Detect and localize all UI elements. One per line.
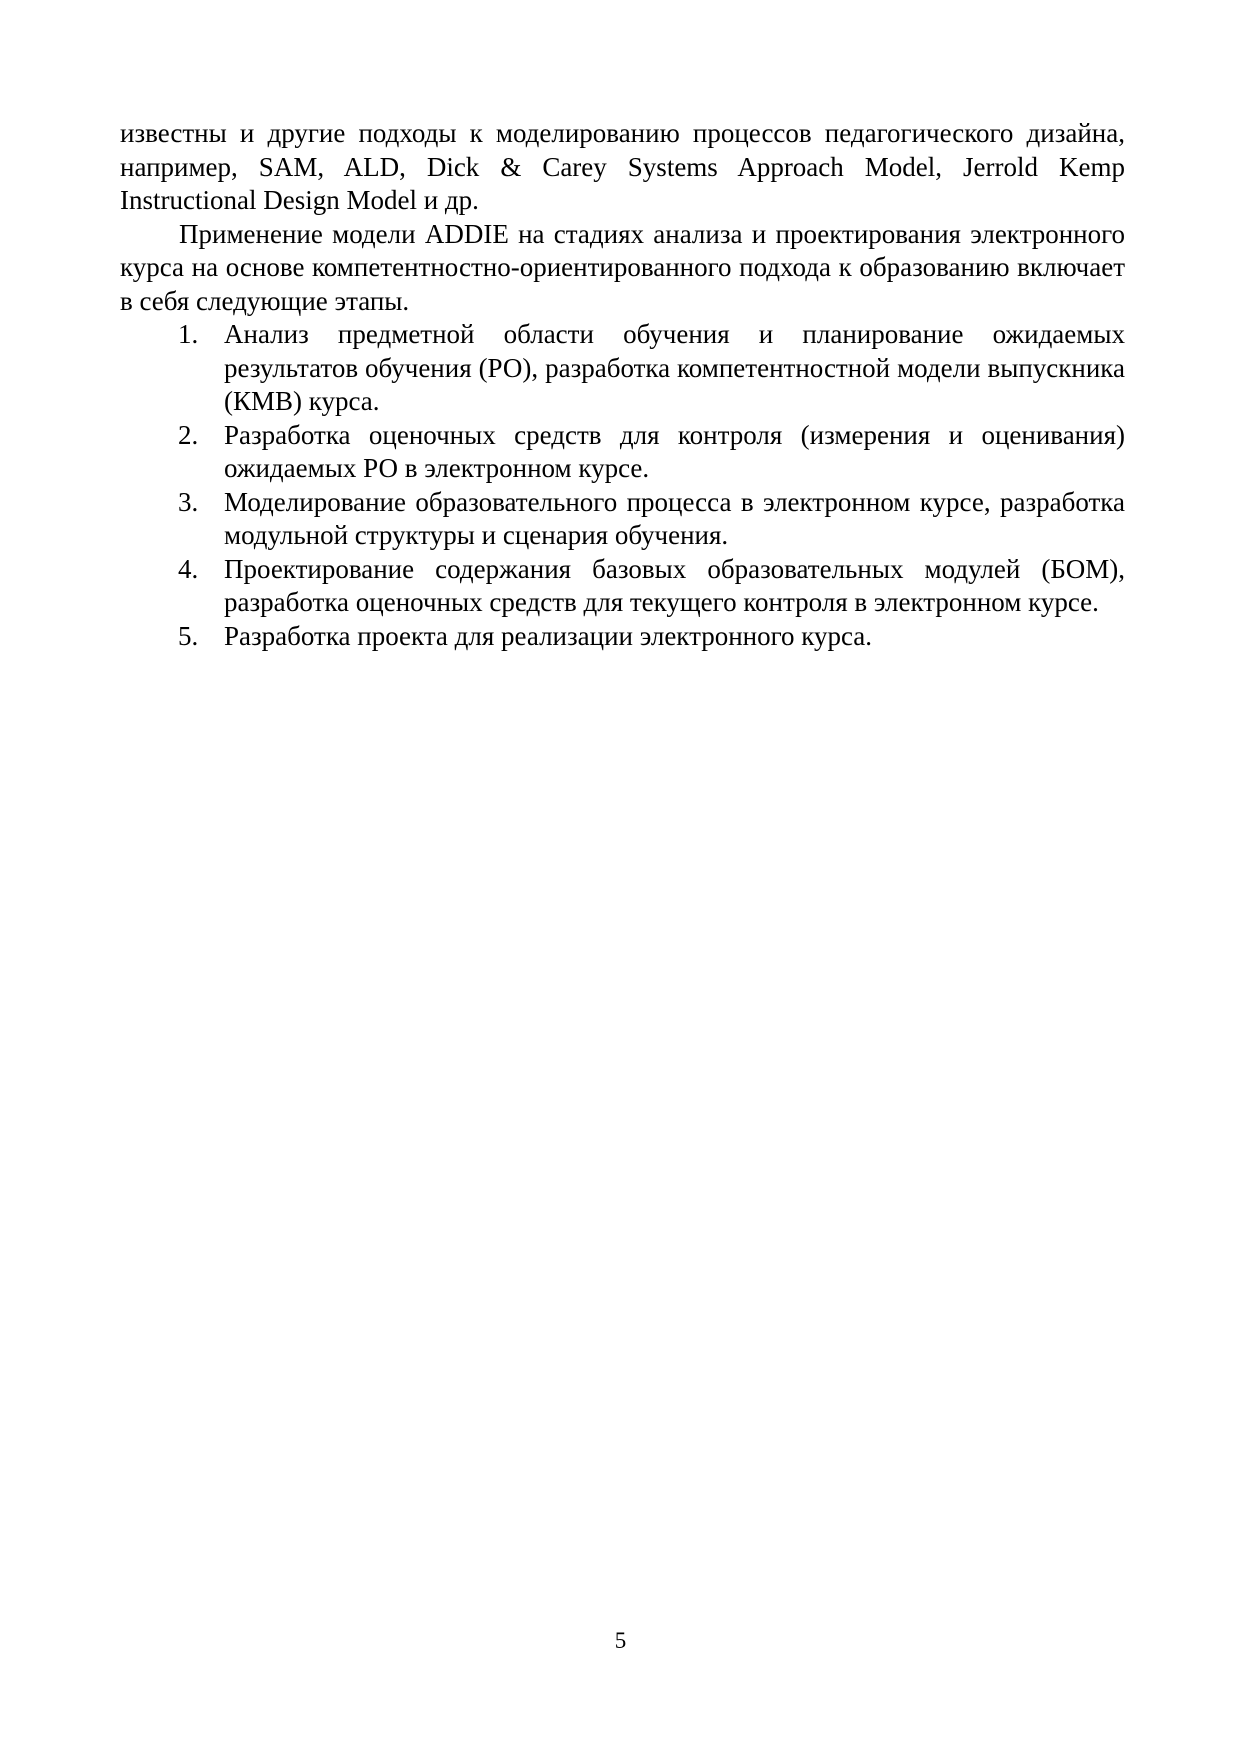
list-item-text: Моделирование образовательного процесса в электронном курсе, разработка модульной структуры и сценария обучения. [224,486,1125,550]
list-item-text: Анализ предметной области обучения и планирование ожидаемых результатов обучения (РО), разработка компетентностной модели выпускника (КМВ) курса. [224,319,1125,416]
list-item-text: Разработка оценочных средств для контроля (измерения и оценивания) ожидаемых РО в электронном курсе. [224,419,1125,483]
list-item [120,553,1125,620]
addie-paragraph: Применение модели ADDIE на стадиях анализа и проектирования электронного курса на основе компетентностно-ориентированного подхода к образованию включает в себя следующие этапы. [120,218,1125,316]
list-item-number: 1. [178,319,199,349]
steps-list [120,318,1125,653]
list-item [120,318,1125,419]
list-item-number: 2. [178,419,199,450]
list-item-text: Проектирование содержания базовых образовательных модулей (БОМ), разработка оценочных средств для текущего контроля в электронном курсе. [224,553,1125,617]
list-item-text: Разработка проекта для реализации электронного курса. [224,620,873,651]
list-item-number: 5. [178,620,199,651]
list-item [120,486,1125,553]
list-item-number: 3. [178,486,199,517]
list-item-number: 4. [178,553,199,584]
intro-paragraph: известны и другие подходы к моделированию процессов педагогического дизайна, например, SAM, ALD, Dick & Carey Systems Approach Model, Jerrold Kemp Instructional Design Model и др. [120,118,1125,215]
page-number: 5 [614,1628,627,1653]
list-item [120,620,1125,654]
list-item [120,419,1125,486]
document-body [120,117,1125,653]
